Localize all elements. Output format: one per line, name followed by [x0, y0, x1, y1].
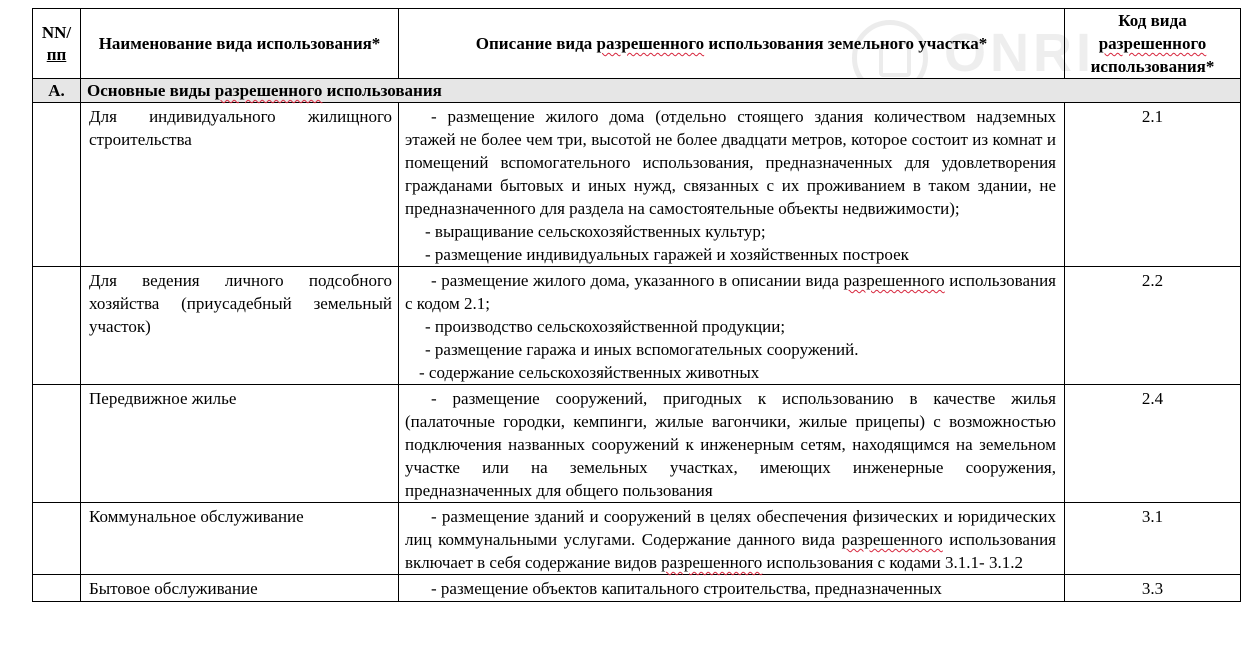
row-name: Передвижное жилье — [81, 385, 399, 503]
section-title — [81, 79, 1241, 103]
row-code: 3.3 — [1065, 575, 1241, 602]
row-description — [399, 103, 1065, 267]
row-description — [399, 503, 1065, 575]
header-desc-before: Описание вида — [475, 34, 597, 53]
header-code-line1: Код вида — [1118, 11, 1187, 30]
row-name: Коммунальное обслуживание — [81, 503, 399, 575]
row-number-cell — [33, 267, 81, 385]
row-code: 2.1 — [1065, 103, 1241, 267]
description-line: - размещение сооружений, пригодных к использованию в качестве жилья (палаточные городки, кемпинги, жилые вагончики, жилые прицепы) с возможностью подключения названных сооружений к инженерным сетям, находящимся на земельном участке или на земельных участках, имеющих инженерные сооружения, предназначенных для общего пользования — [405, 389, 1056, 500]
table-row — [33, 103, 1241, 267]
table-row — [33, 385, 1241, 503]
row-code: 2.2 — [1065, 267, 1241, 385]
description-line: - выращивание сельскохозяйственных культур; — [425, 222, 766, 241]
header-nn — [33, 9, 81, 79]
desc-part: - размещение жилого дома, указанного в описании вида — [431, 271, 844, 290]
description-line: - размещение жилого дома (отдельно стоящего здания количеством надземных этажей не более чем три, высотой не более двадцати метров, которое состоит из комнат и помещений вспомогательного использования, предназначенных для удовлетворения гражданами бытовых и иных нужд, связанных с их проживанием в таком здании, не предназначенного для раздела на самостоятельные объекты недвижимости); — [405, 107, 1056, 218]
land-use-table — [32, 8, 1241, 602]
row-code: 3.1 — [1065, 503, 1241, 575]
row-name: Для ведения личного подсобного хозяйства (приусадебный земельный участок) — [81, 267, 399, 385]
desc-part: использования с кодами 3.1.1- 3.1.2 — [762, 553, 1023, 572]
row-description — [399, 575, 1065, 602]
description-line — [405, 505, 1056, 574]
desc-part: - размещение зданий и сооружений в целях обеспечения физических и юридических лиц коммунальными услугами. Содержание данного вида — [405, 507, 1056, 549]
table-row — [33, 503, 1241, 575]
description-line — [405, 269, 1056, 315]
row-number-cell — [33, 103, 81, 267]
table-row — [33, 267, 1241, 385]
row-number-cell — [33, 575, 81, 602]
header-nn-bottom: пп — [46, 44, 67, 64]
description-line: - производство сельскохозяйственной продукции; — [425, 317, 786, 336]
header-code — [1065, 9, 1241, 79]
desc-mark: разрешенного — [843, 271, 945, 290]
header-description — [399, 9, 1065, 79]
row-number-cell — [33, 385, 81, 503]
description-line: - размещение индивидуальных гаражей и хозяйственных построек — [425, 245, 909, 264]
section-title-mark: разрешенного — [214, 81, 323, 100]
description-line: - содержание сельскохозяйственных животных — [419, 363, 760, 382]
table-row — [33, 575, 1241, 602]
header-code-line3: использования* — [1090, 57, 1215, 76]
row-name: Бытовое обслуживание — [81, 575, 399, 602]
description-line: - размещение гаража и иных вспомогательных сооружений. — [425, 340, 859, 359]
row-description — [399, 267, 1065, 385]
section-number: А. — [33, 79, 81, 103]
desc-part: использования включает в себя содержание видов — [405, 530, 1056, 572]
table-header-row — [33, 9, 1241, 79]
desc-mark: разрешенного — [841, 530, 943, 549]
header-name: Наименование вида использования* — [81, 9, 399, 79]
desc-mark: разрешенного — [661, 553, 763, 572]
header-code-line2: разрешенного — [1098, 34, 1207, 53]
row-name: Для индивидуального жилищного строительства — [81, 103, 399, 267]
watermark-title: ONRI — [944, 23, 1095, 83]
section-title-before: Основные виды — [87, 81, 215, 100]
row-code: 2.4 — [1065, 385, 1241, 503]
header-desc-mark: разрешенного — [596, 34, 705, 53]
header-desc-after: использования земельного участка* — [704, 34, 988, 53]
section-row — [33, 79, 1241, 103]
description-line: - размещение объектов капитального строительства, предназначенных — [431, 579, 942, 598]
header-nn-top: NN/ — [41, 22, 72, 42]
row-description — [399, 385, 1065, 503]
row-number-cell — [33, 503, 81, 575]
section-title-after: использования — [322, 81, 442, 100]
desc-part: использования с кодом 2.1; — [405, 271, 1057, 313]
